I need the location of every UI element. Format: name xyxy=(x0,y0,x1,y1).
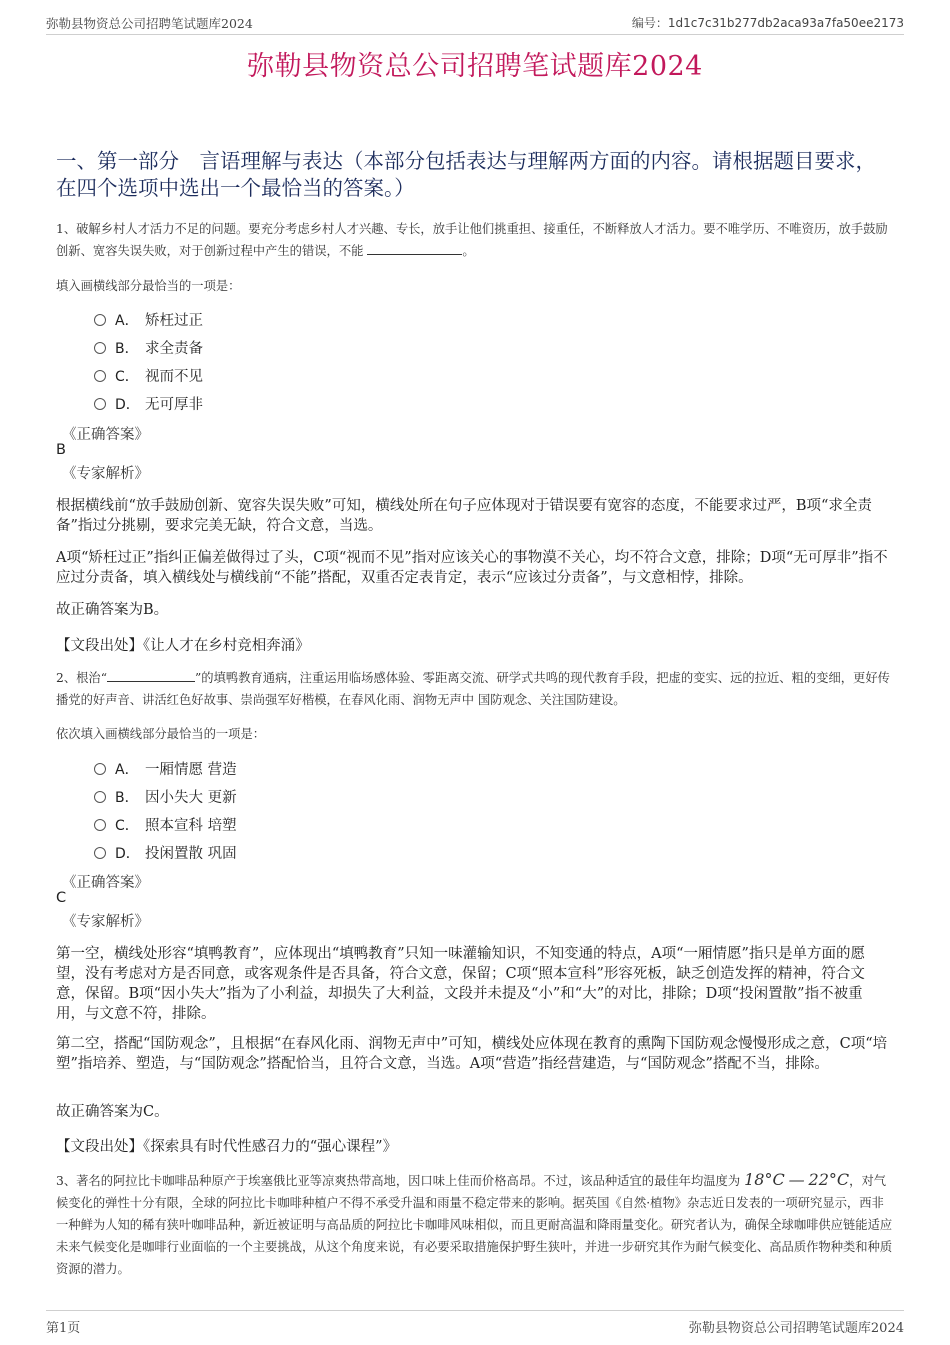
option-letter: C． xyxy=(115,369,139,385)
radio-icon[interactable] xyxy=(94,791,106,803)
radio-icon[interactable] xyxy=(94,370,106,382)
question-2-answer: C xyxy=(56,890,67,906)
section-title: 一、第一部分 言语理解与表达（本部分包括表达与理解两方面的内容。请根据题目要求，在四个选项中选出一个最恰当的答案。） xyxy=(56,149,876,200)
option-letter: B． xyxy=(115,341,139,357)
question-1-analysis-p2: A项“矫枉过正”指纠正偏差做得过了头，C项“视而不见”指对应该关心的事物漠不关心，均不符合文意，排除；D项“无可厚非”指不应过分责备，填入横线处与横线前“不能”搭配，双重否定表肯定，表示“应该过分责备”，与文意相悖，排除。 xyxy=(56,550,888,586)
question-2-answer-label: 《正确答案》 xyxy=(62,875,149,891)
header-doc-title: 弥勒县物资总公司招聘笔试题库2024 xyxy=(46,16,253,31)
option-text: 因小失大 更新 xyxy=(145,790,237,806)
header-code-value: 1d1c7c31b277db2aca93a7fa50ee2173 xyxy=(667,16,904,30)
option-text: 照本宣科 培塑 xyxy=(145,818,237,834)
question-1-option-b[interactable] xyxy=(94,337,203,357)
radio-icon[interactable] xyxy=(94,314,106,326)
radio-icon[interactable] xyxy=(94,763,106,775)
question-3-stem-part1: 3、著名的阿拉比卡咖啡品种原产于埃塞俄比亚等凉爽热带高地，因口味上佳而价格高昂。不过，该品种适宜的最佳年均温度为 xyxy=(56,1174,741,1188)
temp-dash: — xyxy=(788,1170,805,1189)
page-title: 弥勒县物资总公司招聘笔试题库2024 xyxy=(247,51,703,82)
question-3-stem xyxy=(56,1169,894,1280)
question-1-analysis-p3: 故正确答案为B。 xyxy=(56,602,169,618)
question-2-option-b[interactable] xyxy=(94,786,237,806)
question-2-analysis-p2: 第二空，搭配“国防观念”，且根据“在春风化雨、润物无声中”可知，横线处应体现在教育的熏陶下国防观念慢慢形成之意，C项“培塑”指培养、塑造，与“国防观念”搭配恰当，且符合文意，当选。A项“营造”指经营建造，与“国防观念”搭配不当，排除。 xyxy=(56,1036,888,1072)
question-1-stem-text: 1、破解乡村人才活力不足的问题。要充分考虑乡村人才兴趣、专长，放手让他们挑重担、接重任，不断释放人才活力。要不唯学历、不唯资历，放手鼓励创新、宽容失误失败，对于创新过程中产生的错误，不能 xyxy=(56,222,888,258)
answer-blank xyxy=(367,242,462,255)
option-letter: A． xyxy=(115,762,139,778)
page-footer xyxy=(46,1310,904,1336)
footer-doc-title: 弥勒县物资总公司招聘笔试题库2024 xyxy=(688,1321,904,1336)
question-2-stem xyxy=(56,667,894,711)
radio-icon[interactable] xyxy=(94,342,106,354)
header-code xyxy=(632,14,904,31)
option-text: 无可厚非 xyxy=(145,397,203,413)
question-1-stem-end: 。 xyxy=(462,244,475,258)
option-text: 投闲置散 巩固 xyxy=(145,846,237,862)
question-1-analysis-label: 《专家解析》 xyxy=(62,466,149,482)
question-1-option-a[interactable] xyxy=(94,309,203,329)
question-3-stem-part2: ，对气候变化的弹性十分有限，全球的阿拉比卡咖啡种植户不得不承受升温和雨量不稳定带来的影响。据英国《自然·植物》杂志近日发表的一项研究显示，西非一种鲜为人知的稀有狭叶咖啡品种，新近被证明与高品质的阿拉比卡咖啡风味相似，而且更耐高温和降雨量变化。研究者认为，确保全球咖啡供应链能适应未来气候变化是咖啡行业面临的一个主要挑战，从这个角度来说，有必要采取措施保护野生狭叶，并进一步研究其作为耐气候变化、高品质作物种类和种质资源的潜力。 xyxy=(56,1174,893,1276)
question-1-source: 【文段出处】《让人才在乡村竞相奔涌》 xyxy=(56,638,310,654)
option-text: 视而不见 xyxy=(145,369,203,385)
question-2-option-d[interactable] xyxy=(94,842,237,862)
question-2-option-c[interactable] xyxy=(94,814,237,834)
question-1-answer: B xyxy=(56,442,66,458)
question-2-source: 【文段出处】《探索具有时代性感召力的“强心课程”》 xyxy=(56,1139,398,1155)
page-header xyxy=(46,14,904,35)
question-2-stem-text: ”的填鸭教育通病，注重运用临场感体验、零距离交流、研学式共鸣的现代教育手段，把虚的变实、远的拉近、粗的变细，更好传播党的好声音、讲活红色好故事、崇尚强军好楷模，在春风化雨、润物无声中 国防观念、关注国防建设。 xyxy=(56,671,890,707)
temp-high: 22°C xyxy=(808,1170,850,1189)
radio-icon[interactable] xyxy=(94,847,106,859)
option-letter: B． xyxy=(115,790,139,806)
question-1-option-d[interactable] xyxy=(94,393,203,413)
option-text: 一厢情愿 营造 xyxy=(145,762,237,778)
question-1-answer-label: 《正确答案》 xyxy=(62,427,149,443)
question-1-option-c[interactable] xyxy=(94,365,203,385)
question-2-prompt: 依次填入画横线部分最恰当的一项是： xyxy=(56,727,266,741)
question-2-analysis-label: 《专家解析》 xyxy=(62,914,149,930)
option-text: 求全责备 xyxy=(145,341,203,357)
footer-page-number: 第1页 xyxy=(46,1321,81,1336)
question-2-analysis-p1: 第一空，横线处形容“填鸭教育”，应体现出“填鸭教育”只知一味灌输知识，不知变通的特点，A项“一厢情愿”指只是单方面的愿望，没有考虑对方是否同意，或客观条件是否具备，符合文意，保留；C项“照本宣科”形容死板，缺乏创造发挥的精神，符合文意，保留。B项“因小失大”指为了小利益，却损失了大利益，文段并未提及“小”和“大”的对比，排除；D项“投闲置散”指不被重用，与文意不符，排除。 xyxy=(56,946,865,1022)
question-2-option-a[interactable] xyxy=(94,758,237,778)
radio-icon[interactable] xyxy=(94,398,106,410)
option-letter: D． xyxy=(115,846,140,862)
option-text: 矫枉过正 xyxy=(145,313,203,329)
header-code-label: 编号： xyxy=(631,16,668,30)
question-1-analysis-p1: 根据横线前“放手鼓励创新、宽容失误失败”可知，横线处所在句子应体现对于错误要有宽容的态度，不能要求过严，B项“求全责备”指过分挑剔，要求完美无缺，符合文意，当选。 xyxy=(56,498,872,534)
option-letter: A． xyxy=(115,313,139,329)
question-2-analysis-p3: 故正确答案为C。 xyxy=(56,1104,169,1120)
option-letter: D． xyxy=(115,397,140,413)
answer-blank xyxy=(107,669,195,682)
question-1-prompt: 填入画横线部分最恰当的一项是： xyxy=(56,279,241,293)
radio-icon[interactable] xyxy=(94,819,106,831)
question-1-stem xyxy=(56,218,894,262)
question-2-stem-start: 2、根治“ xyxy=(56,671,108,685)
temp-low: 18°C xyxy=(744,1170,785,1189)
option-letter: C． xyxy=(115,818,139,834)
